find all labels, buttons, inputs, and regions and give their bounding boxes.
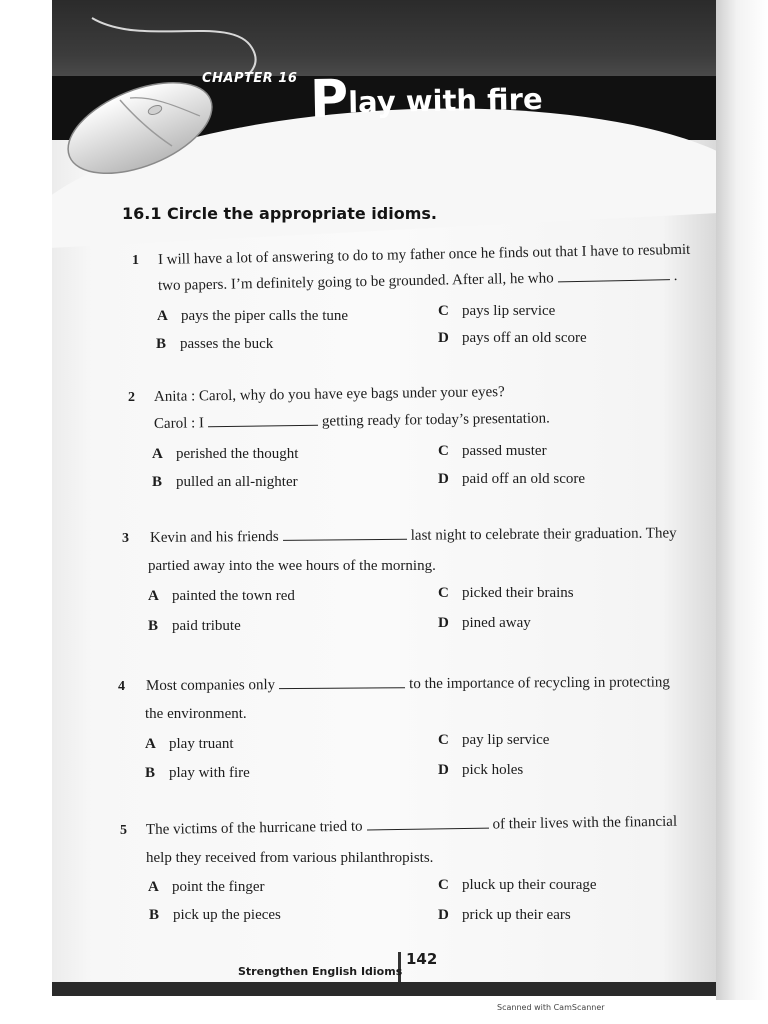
option-c[interactable]: C pluck up their courage xyxy=(438,877,597,893)
option-b[interactable]: B play with fire xyxy=(145,765,250,781)
question-text-line-2: two papers. I’m definitely going to be grounded. After all, he who . xyxy=(157,268,678,294)
document-page xyxy=(52,0,716,996)
question-number: 1 xyxy=(132,253,139,268)
question-number: 3 xyxy=(122,531,129,546)
question-text-line-1: The victims of the hurricane tried to of their lives with the financial xyxy=(145,813,678,838)
question-text-line-2: partied away into the wee hours of the morning. xyxy=(148,558,436,574)
scanner-watermark: Scanned with CamScanner xyxy=(497,1003,605,1012)
chapter-title-initial: P xyxy=(309,69,349,131)
option-d[interactable]: D pays off an old score xyxy=(438,330,587,346)
question-text-line-1: Most companies only to the importance of recycling in protecting xyxy=(145,674,670,694)
question-text-line-2: help they received from various philanthropists. xyxy=(146,850,434,866)
option-c[interactable]: C passed muster xyxy=(438,443,547,459)
question-number: 5 xyxy=(120,823,127,838)
computer-mouse-icon xyxy=(60,78,220,178)
option-a[interactable]: A pays the piper calls the tune xyxy=(157,308,349,324)
chapter-title-rest: lay with fire xyxy=(347,81,543,120)
option-c[interactable]: C pays lip service xyxy=(438,303,556,319)
option-d[interactable]: D pined away xyxy=(438,615,531,631)
book-title: Strengthen English Idioms xyxy=(238,965,403,978)
question-text-line-2: the environment. xyxy=(145,706,247,722)
question-number: 2 xyxy=(128,390,135,405)
answer-blank[interactable] xyxy=(367,827,489,831)
chapter-label: CHAPTER 16 xyxy=(202,71,298,86)
question-text-line-2: Carol : I getting ready for today’s presentation. xyxy=(153,410,550,432)
page-bottom-edge xyxy=(52,982,716,996)
option-a[interactable]: A painted the town red xyxy=(148,588,295,604)
option-b[interactable]: B pulled an all-nighter xyxy=(152,474,298,490)
page-spine-shadow xyxy=(716,0,768,1000)
question-text-line-1: Kevin and his friends last night to celebrate their graduation. They xyxy=(149,525,677,546)
answer-blank[interactable] xyxy=(279,686,405,689)
chapter-title xyxy=(309,66,543,130)
option-b[interactable]: B paid tribute xyxy=(148,618,241,634)
left-margin xyxy=(0,0,52,1000)
option-b[interactable]: B passes the buck xyxy=(156,336,274,352)
option-d[interactable]: D pick holes xyxy=(438,762,524,778)
answer-blank[interactable] xyxy=(558,278,670,282)
option-c[interactable]: C picked their brains xyxy=(438,585,574,601)
section-title: 16.1 Circle the appropriate idioms. xyxy=(122,204,437,223)
page-number: 142 xyxy=(406,950,438,968)
option-d[interactable]: D paid off an old score xyxy=(438,471,586,487)
question-number: 4 xyxy=(118,679,125,694)
option-a[interactable]: A play truant xyxy=(145,736,234,752)
answer-blank[interactable] xyxy=(283,538,407,541)
answer-blank[interactable] xyxy=(208,424,318,428)
option-a[interactable]: A point the finger xyxy=(148,879,265,895)
option-b[interactable]: B pick up the pieces xyxy=(149,907,281,923)
option-d[interactable]: D prick up their ears xyxy=(438,907,571,923)
option-a[interactable]: A perished the thought xyxy=(152,446,299,462)
question-text-line-1: I will have a lot of answering to do to my father once he finds out that I have to resubmit xyxy=(157,241,691,268)
option-c[interactable]: C pay lip service xyxy=(438,732,550,748)
question-text-line-1: Anita : Carol, why do you have eye bags under your eyes? xyxy=(153,384,505,405)
